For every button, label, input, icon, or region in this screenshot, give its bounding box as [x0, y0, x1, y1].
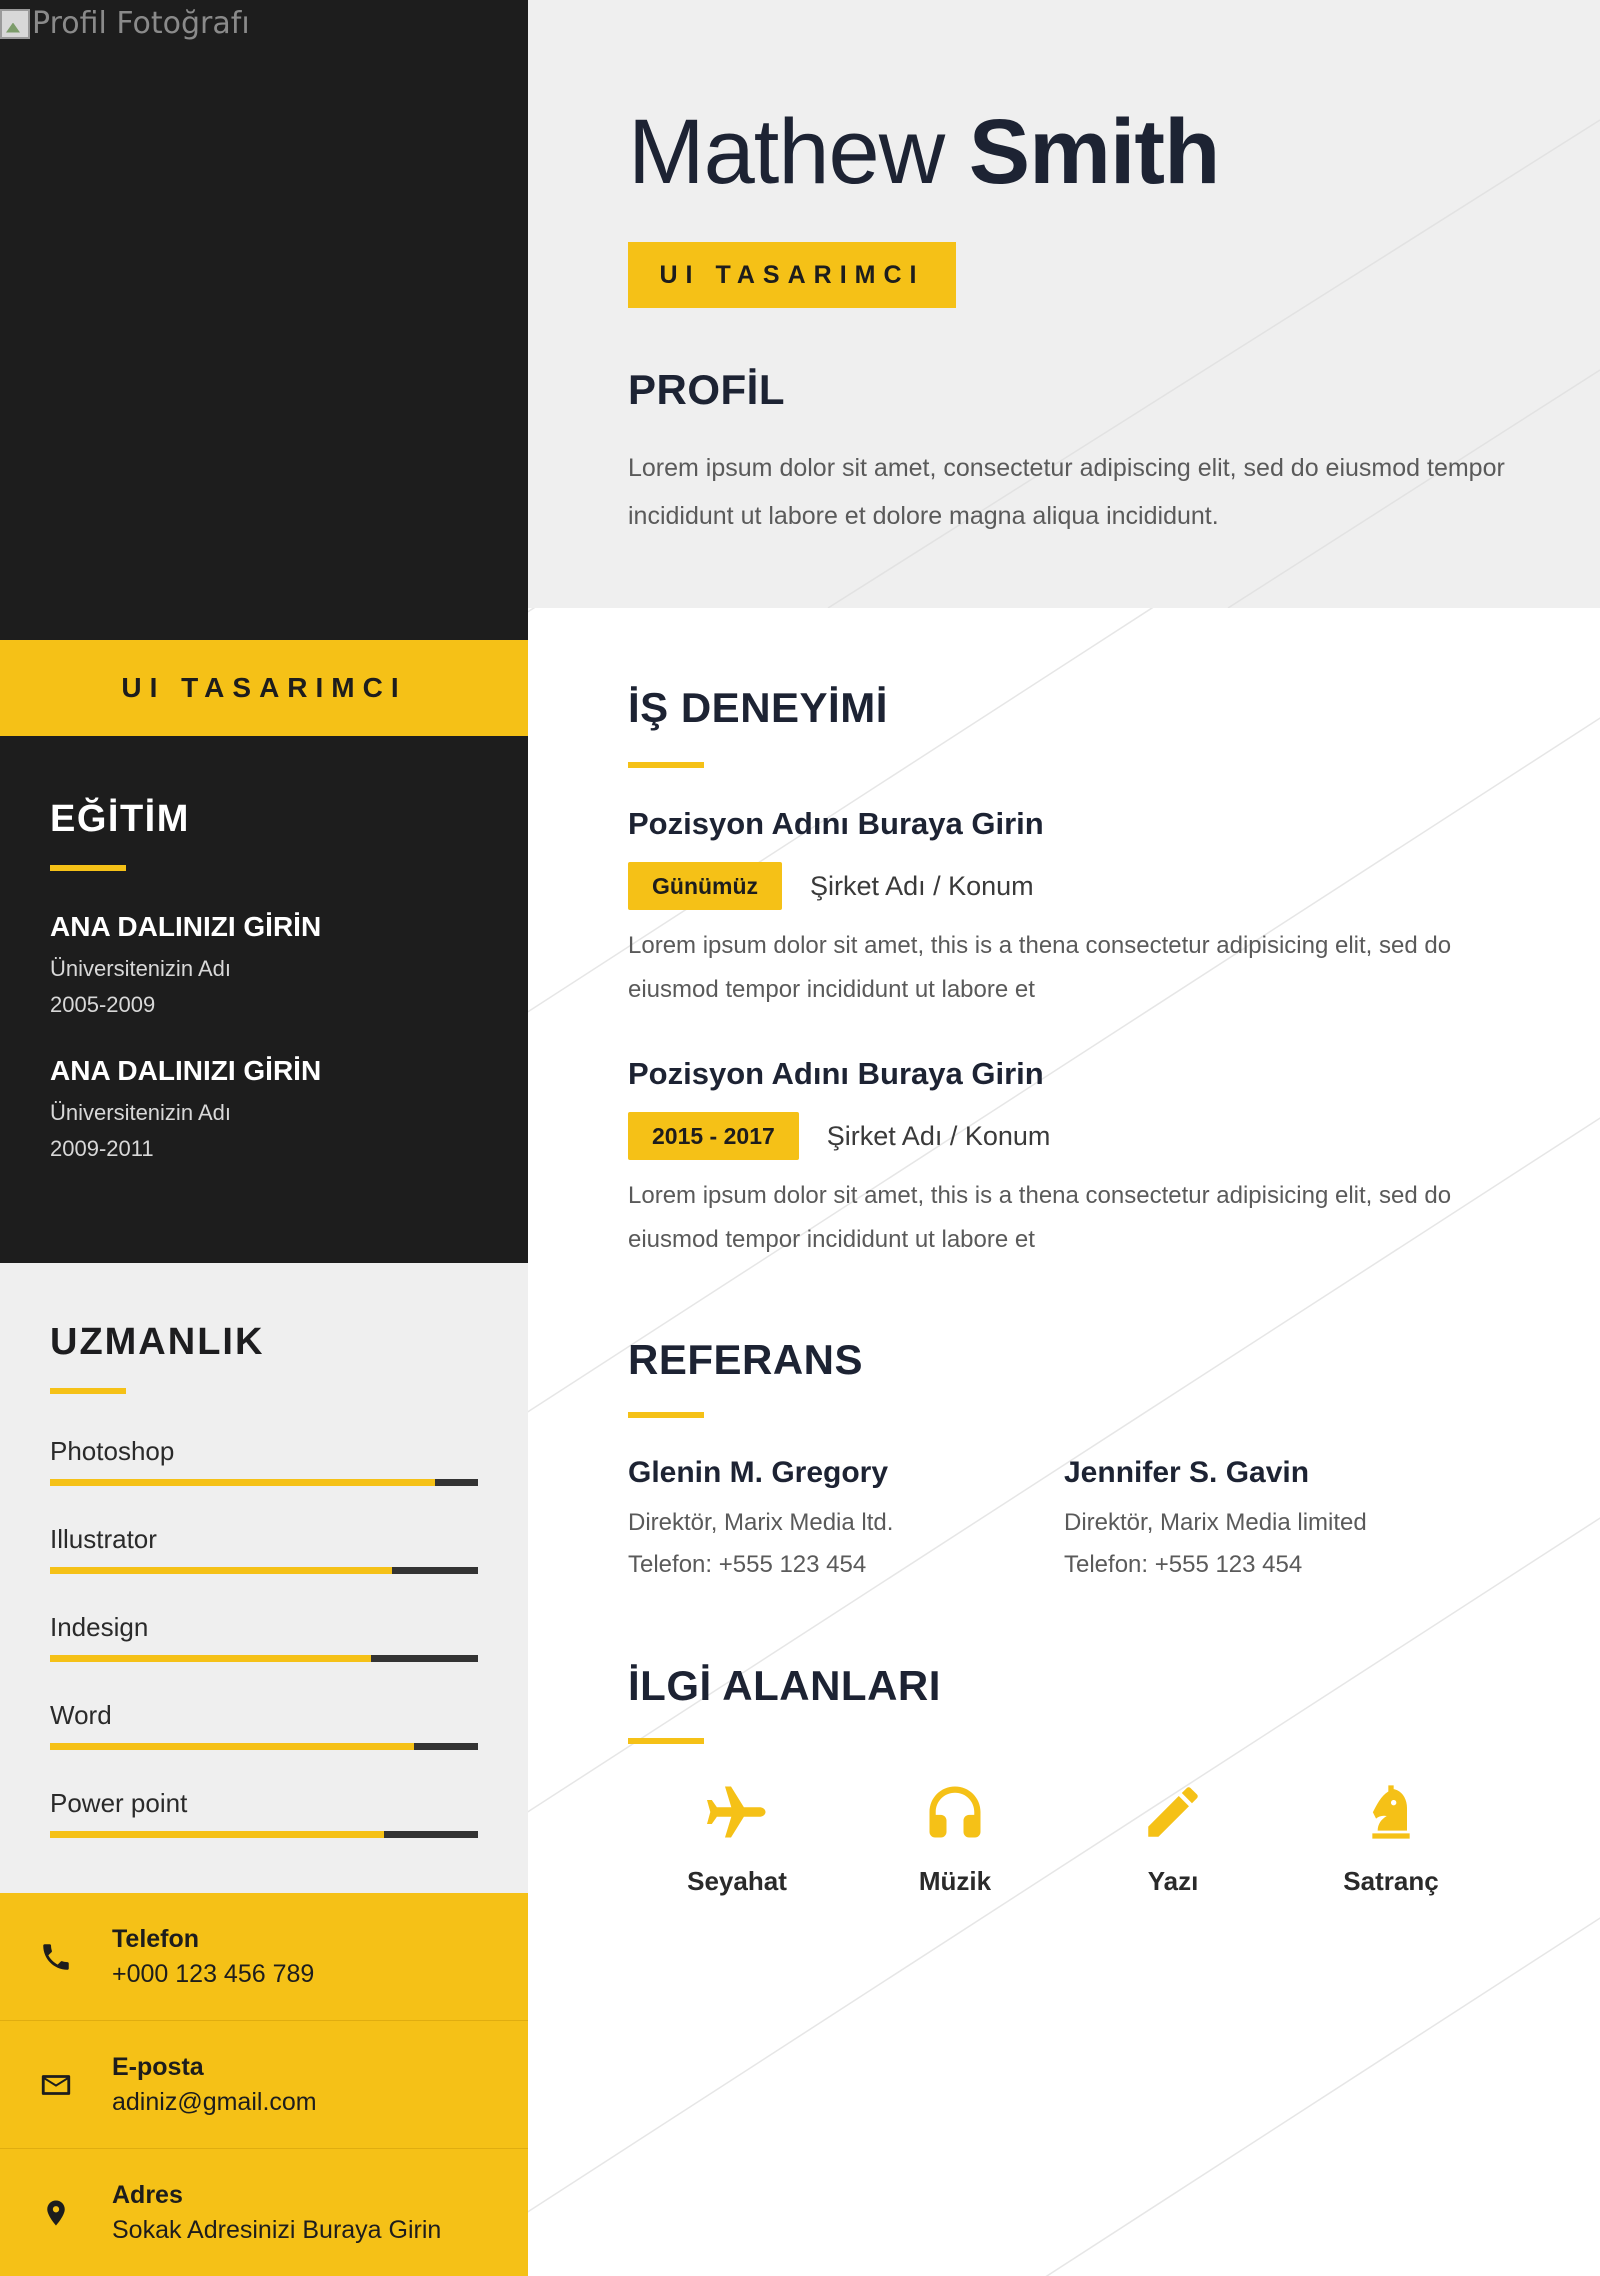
- first-name: Mathew: [628, 101, 945, 203]
- reference-item: [1064, 1456, 1367, 1586]
- headphones-icon: [919, 1776, 991, 1848]
- role-badge: UI TASARIMCI: [628, 242, 956, 308]
- references-title: REFERANS: [628, 1336, 864, 1383]
- skill-bar-fill: [50, 1655, 371, 1662]
- profile-photo-alt: [0, 6, 250, 41]
- contact-value: +000 123 456 789: [112, 1959, 315, 1988]
- skill-bar: [50, 1655, 478, 1662]
- job-position: Pozisyon Adını Buraya Girin: [628, 806, 1044, 841]
- experience-item: [628, 806, 1528, 1012]
- contact-phone[interactable]: [0, 1893, 528, 2021]
- skill-bar-fill: [50, 1567, 392, 1574]
- sidebar: [0, 0, 528, 2276]
- chess-knight-icon: [1355, 1776, 1427, 1848]
- skills-section: [0, 1263, 528, 1893]
- reference-name: Jennifer S. Gavin: [1064, 1456, 1310, 1489]
- job-company: Şirket Adı / Konum: [810, 870, 1034, 901]
- interest-item: [1282, 1776, 1500, 1897]
- contact-email[interactable]: [0, 2021, 528, 2149]
- contact-label: E-posta: [112, 2052, 204, 2081]
- skill-name: Word: [50, 1700, 112, 1730]
- job-description: Lorem ipsum dolor sit amet, this is a thena consectetur adipisicing elit, sed do eiusmod tempor incididunt ut labore et: [628, 1182, 1452, 1253]
- education-school: Üniversitenizin Adı: [50, 1100, 231, 1125]
- education-years: 2009-2011: [50, 1136, 154, 1161]
- skill-item: [50, 1436, 478, 1486]
- education-title: EĞİTİM: [50, 798, 190, 840]
- contact-address[interactable]: [0, 2149, 528, 2276]
- skill-bar-fill: [50, 1831, 384, 1838]
- contact-value: adiniz@gmail.com: [112, 2087, 317, 2116]
- skills-title-underline: [50, 1388, 126, 1394]
- skill-bar: [50, 1831, 478, 1838]
- education-school: Üniversitenizin Adı: [50, 956, 231, 981]
- experience-title: İŞ DENEYİMİ: [628, 684, 888, 731]
- skill-bar: [50, 1743, 478, 1750]
- interest-item: [846, 1776, 1064, 1897]
- contact-value: Sokak Adresinizi Buraya Girin: [112, 2216, 442, 2244]
- education-years: 2005-2009: [50, 992, 156, 1017]
- references-title-underline: [628, 1412, 704, 1418]
- job-meta: [628, 1112, 1528, 1160]
- job-position: Pozisyon Adını Buraya Girin: [628, 1056, 1044, 1091]
- education-section: [0, 736, 528, 1263]
- interests-title-underline: [628, 1738, 704, 1744]
- contact-label: Telefon: [112, 1924, 200, 1953]
- envelope-icon: [38, 2067, 74, 2103]
- reference-phone: Telefon: +555 123 454: [1064, 1551, 1303, 1578]
- broken-image-icon: [0, 9, 30, 39]
- job-date-badge: Günümüz: [628, 862, 782, 910]
- skills-title: UZMANLIK: [50, 1321, 265, 1363]
- profile-text: Lorem ipsum dolor sit amet, consectetur adipiscing elit, sed do eiusmod tempor incididunt ut labore et dolore magna aliqua incididunt.: [628, 454, 1505, 530]
- map-pin-icon: [38, 2195, 74, 2231]
- profile-photo-alt-text: Profil Fotoğrafı: [32, 6, 250, 41]
- interests-title: İLGİ ALANLARI: [628, 1662, 941, 1709]
- skill-bar-fill: [50, 1743, 414, 1750]
- reference-role: Direktör, Marix Media ltd.: [628, 1509, 894, 1536]
- interest-label: Seyahat: [687, 1866, 787, 1896]
- skill-item: [50, 1524, 478, 1574]
- contact-label: Adres: [112, 2181, 183, 2209]
- job-meta: [628, 862, 1528, 910]
- reference-name: Glenin M. Gregory: [628, 1456, 889, 1489]
- interest-label: Müzik: [918, 1866, 992, 1896]
- experience-title-underline: [628, 762, 704, 768]
- phone-icon: [38, 1939, 74, 1975]
- last-name: Smith: [968, 101, 1220, 203]
- profile-title: PROFİL: [628, 366, 785, 413]
- main-content: [528, 0, 1600, 2276]
- skill-bar-fill: [50, 1479, 435, 1486]
- full-name: [628, 100, 1219, 205]
- skill-name: Power point: [50, 1788, 188, 1818]
- interests-list: [628, 1776, 1508, 1897]
- skill-name: Indesign: [50, 1612, 149, 1642]
- skill-item: [50, 1612, 478, 1662]
- airplane-icon: [701, 1776, 773, 1848]
- interest-item: [1064, 1776, 1282, 1897]
- resume-header: [528, 0, 1600, 608]
- pencil-icon: [1137, 1776, 1209, 1848]
- experience-item: [628, 1056, 1528, 1262]
- education-major: ANA DALINIZI GİRİN: [50, 911, 322, 942]
- skill-bar: [50, 1479, 478, 1486]
- skill-name: Illustrator: [50, 1524, 157, 1554]
- education-title-underline: [50, 865, 126, 871]
- job-description: Lorem ipsum dolor sit amet, this is a thena consectetur adipisicing elit, sed do eiusmod tempor incididunt ut labore et: [628, 932, 1452, 1003]
- skill-bar: [50, 1567, 478, 1574]
- education-item: [50, 1055, 478, 1167]
- reference-role: Direktör, Marix Media limited: [1064, 1509, 1367, 1536]
- skill-name: Photoshop: [50, 1436, 175, 1466]
- profile-photo: [0, 0, 528, 640]
- skill-item: [50, 1788, 478, 1838]
- reference-item: [628, 1456, 893, 1586]
- contact-section: [0, 1893, 528, 2276]
- interest-label: Yazı: [1147, 1866, 1199, 1896]
- job-company: Şirket Adı / Konum: [826, 1120, 1051, 1151]
- skill-item: [50, 1700, 478, 1750]
- sidebar-role-banner: UI TASARIMCI: [0, 640, 528, 736]
- education-major: ANA DALINIZI GİRİN: [50, 1055, 322, 1086]
- education-item: [50, 911, 478, 1023]
- interest-label: Satranç: [1343, 1866, 1439, 1896]
- interest-item: [628, 1776, 846, 1897]
- reference-phone: Telefon: +555 123 454: [628, 1551, 867, 1578]
- job-date-badge: 2015 - 2017: [628, 1112, 799, 1160]
